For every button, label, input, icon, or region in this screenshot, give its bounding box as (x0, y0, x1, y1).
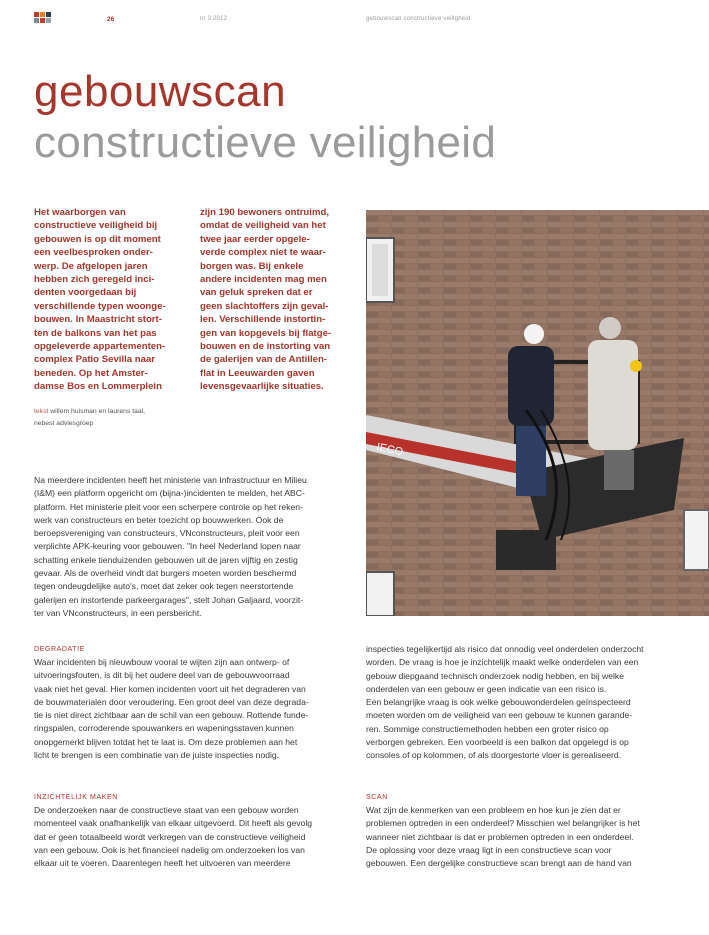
section-text: Waar incidenten bij nieuwbouw vooral te wijten zijn aan ontwerp- of uitvoeringsfouten, is dit bij het oudere deel van de gebouwvoorraad vaak niet het geval. Hier komen incidenten voort uit het degraderen van de bouwmaterialen door veroudering. Een groot deel van deze degrada- tie is niet direct zichtbaar aan de schil van een gebouw. Rottende funde- ringspalen, corroderende spouwankers en wapeningsstaven kunnen onopgemerkt blijven totdat het te laat is. Om deze problemen aan het licht te brengen is een combinatie van de juiste inspecties nodig. (34, 657, 309, 761)
section-inzichtelijk (34, 792, 349, 870)
issue-label: nr 3 2012 (200, 16, 228, 22)
svg-text:IECO: IECO (375, 441, 405, 459)
intro-column-2: zijn 190 bewoners ontruimd, omdat de veiligheid van het twee jaar eerder opgele- verde complex niet te waar- borgen was. Bij enkele andere incidenten mag men van geluk spreken dat er geen slachtoffers zijn geval- len. Verschillende instortin- gen van kopgevels bij flatge- bouwen en de instorting van de galerijen van de Antillen- flat in Leeuwarden gaven levensgevaarlijke situaties. (200, 207, 332, 393)
section-heading: DEGRADATIE (34, 646, 85, 653)
section-scan (366, 792, 686, 870)
section-text: De onderzoeken naar de constructieve staat van een gebouw worden momenteel vaak onafhankelijk van elkaar uitgevoerd. Dit heeft als gevolg dat er geen totaalbeeld wordt verkregen van de constructieve veiligheid van een gebouw. Ook is het financieel nadelig om onderzoeken los van elkaar uit te voeren. Daarentegen heeft het uitvoeren van meerdere (34, 805, 313, 869)
section-text: inspecties tegelijkertijd als risico dat onnodig veel onderdelen onderzocht worden. De vraag is hoe je inzichtelijk maakt welke onderdelen van een gebouw diepgaand technisch onderzoek nodig hebben, en bij welke onderdelen van een gebouw er geen indicatie van een risico is. Een belangrijke vraag is ook welke gebouwonderdelen geïnspecteerd moeten worden om de veiligheid van een gebouw te kunnen garande- ren. Sommige constructiemethoden hebben een groter risico op verborgen gebreken. Een voorbeeld is een balkon dat opgelegd is op consoles of op kolommen, of als doorgestorte vloer is gerealiseerd. (366, 644, 644, 761)
article-photo (366, 210, 709, 616)
lead-paragraph: Na meerdere incidenten heeft het ministerie van Infrastructuur en Milieu (I&M) een platform opgericht om (bijna-)incidenten te melden, het ABC- platform. Het ministerie pleit voor een scherpere controle op het reken- werk van constructeurs en beter toezicht op bouwwerken. Ook de beroepsvereniging van constructeurs, VNconstructeurs, pleit voor een verplichte APK-keuring voor gebouwen. "In heel Nederland lopen naar schatting enkele tienduizenden gebouwen uit de jaren vijftig en zestig gevaar. Als de overheid vindt dat burgers moeten worden beschermd tegen ondeugdelijke auto's, moet dat zeker ook tegen neerstortende galerijen en instortende parkeergarages", stelt Johan Galjaard, voorzit- ter van VNconstructeurs, in een persbericht. (34, 475, 307, 618)
page-subtitle: constructieve veiligheid (34, 118, 497, 167)
section-heading: INZICHTELIJK MAKEN (34, 794, 118, 801)
page-title: gebouwscan (34, 67, 287, 116)
author-credit (34, 406, 204, 430)
running-title: gebouwscan constructieve veiligheid (366, 16, 471, 22)
section-heading: SCAN (366, 794, 388, 801)
section-continuation (366, 643, 686, 763)
credit-label: tekst (34, 408, 49, 415)
page-number: 26 (107, 16, 115, 23)
credit-authors: willem huisman en laurens taal, (50, 408, 146, 415)
photo-illustration (366, 210, 709, 616)
section-degradatie (34, 644, 349, 762)
intro-column-1: Het waarborgen van constructieve veiligheid bij gebouwen is op dit moment een veelbesproken onder- werp. De afgelopen jaren hebben zich geregeld inci- denten voorgedaan bij verschillende typen woonge- bouwen. In Maastricht stort- ten de balkons van het pas opgeleverde appartementen- complex Patio Sevilla naar beneden. Op het Amster- damse Bos en Lommerplein (34, 207, 166, 393)
section-text: Wat zijn de kenmerken van een probleem en hoe kun je zien dat er problemen optreden in een onderdeel? Misschien wel belangrijker is het wanneer niet zichtbaar is dat er problemen optreden in een onderdeel. De oplossing voor deze vraag ligt in een constructieve scan voor gebouwen. Een dergelijke constructieve scan brengt aan de hand van (366, 805, 640, 869)
magazine-logo (34, 12, 54, 24)
credit-org: nebest adviesgroep (34, 420, 94, 427)
